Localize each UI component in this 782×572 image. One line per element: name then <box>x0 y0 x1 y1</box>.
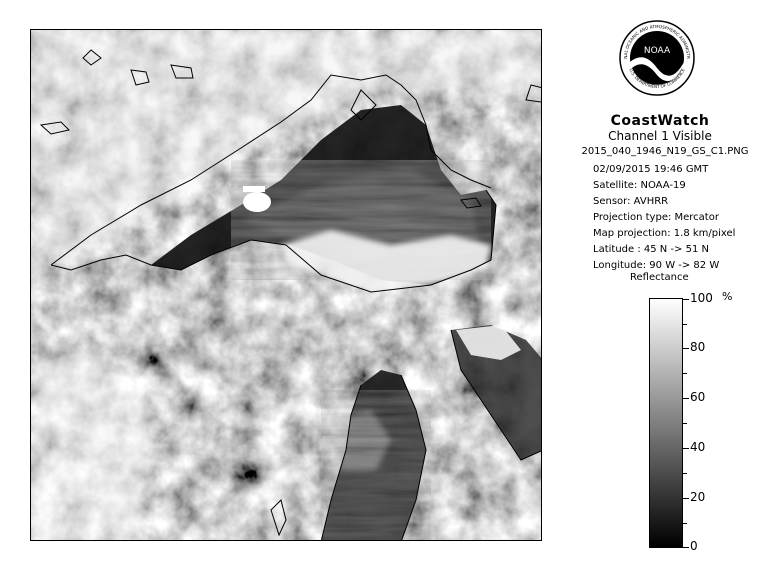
reflectance-color-bar <box>649 298 683 548</box>
channel-subtitle: Channel 1 Visible <box>608 129 712 143</box>
legend-tick <box>683 299 689 300</box>
legend-unit: % <box>722 290 733 303</box>
legend-tick-label: 80 <box>690 340 706 354</box>
legend-tick-label: 20 <box>690 490 706 504</box>
legend-minor-tick <box>683 423 687 424</box>
legend-tick-label: 0 <box>690 539 698 553</box>
legend-minor-tick <box>683 324 687 325</box>
product-title: CoastWatch <box>610 113 710 129</box>
legend-minor-tick <box>683 523 687 524</box>
map-projection-info: Map projection: 1.8 km/pixel <box>593 228 736 239</box>
legend-title: Reflectance <box>630 272 689 283</box>
noaa-logo-dept-text: U.S. DEPARTMENT OF COMMERCE <box>628 67 686 90</box>
legend-tick-label: 60 <box>690 390 706 404</box>
sensor-info: Sensor: AVHRR <box>593 196 669 207</box>
legend-tick <box>683 498 689 499</box>
longitude-info: Longitude: 90 W -> 82 W <box>593 260 720 271</box>
legend-tick <box>683 448 689 449</box>
noaa-logo <box>619 20 695 96</box>
date-time: 02/09/2015 19:46 GMT <box>593 164 709 175</box>
legend-tick-label: 100 <box>690 291 713 305</box>
legend-tick <box>683 547 689 548</box>
legend-tick <box>683 398 689 399</box>
satellite-imagery-svg <box>31 30 542 541</box>
legend-tick-label: 40 <box>690 440 706 454</box>
satellite-image <box>30 29 542 541</box>
legend-minor-tick <box>683 473 687 474</box>
legend-minor-tick <box>683 373 687 374</box>
satellite-info: Satellite: NOAA-19 <box>593 180 686 191</box>
latitude-info: Latitude : 45 N -> 51 N <box>593 244 709 255</box>
noaa-logo-center-text: NOAA <box>643 46 671 56</box>
legend-tick <box>683 348 689 349</box>
projection-info: Projection type: Mercator <box>593 212 719 223</box>
noaa-logo-org-text: NAL OCEANIC AND ATMOSPHERIC ADMINISTR <box>622 23 692 59</box>
image-filename: 2015_040_1946_N19_GS_C1.PNG <box>581 146 749 157</box>
